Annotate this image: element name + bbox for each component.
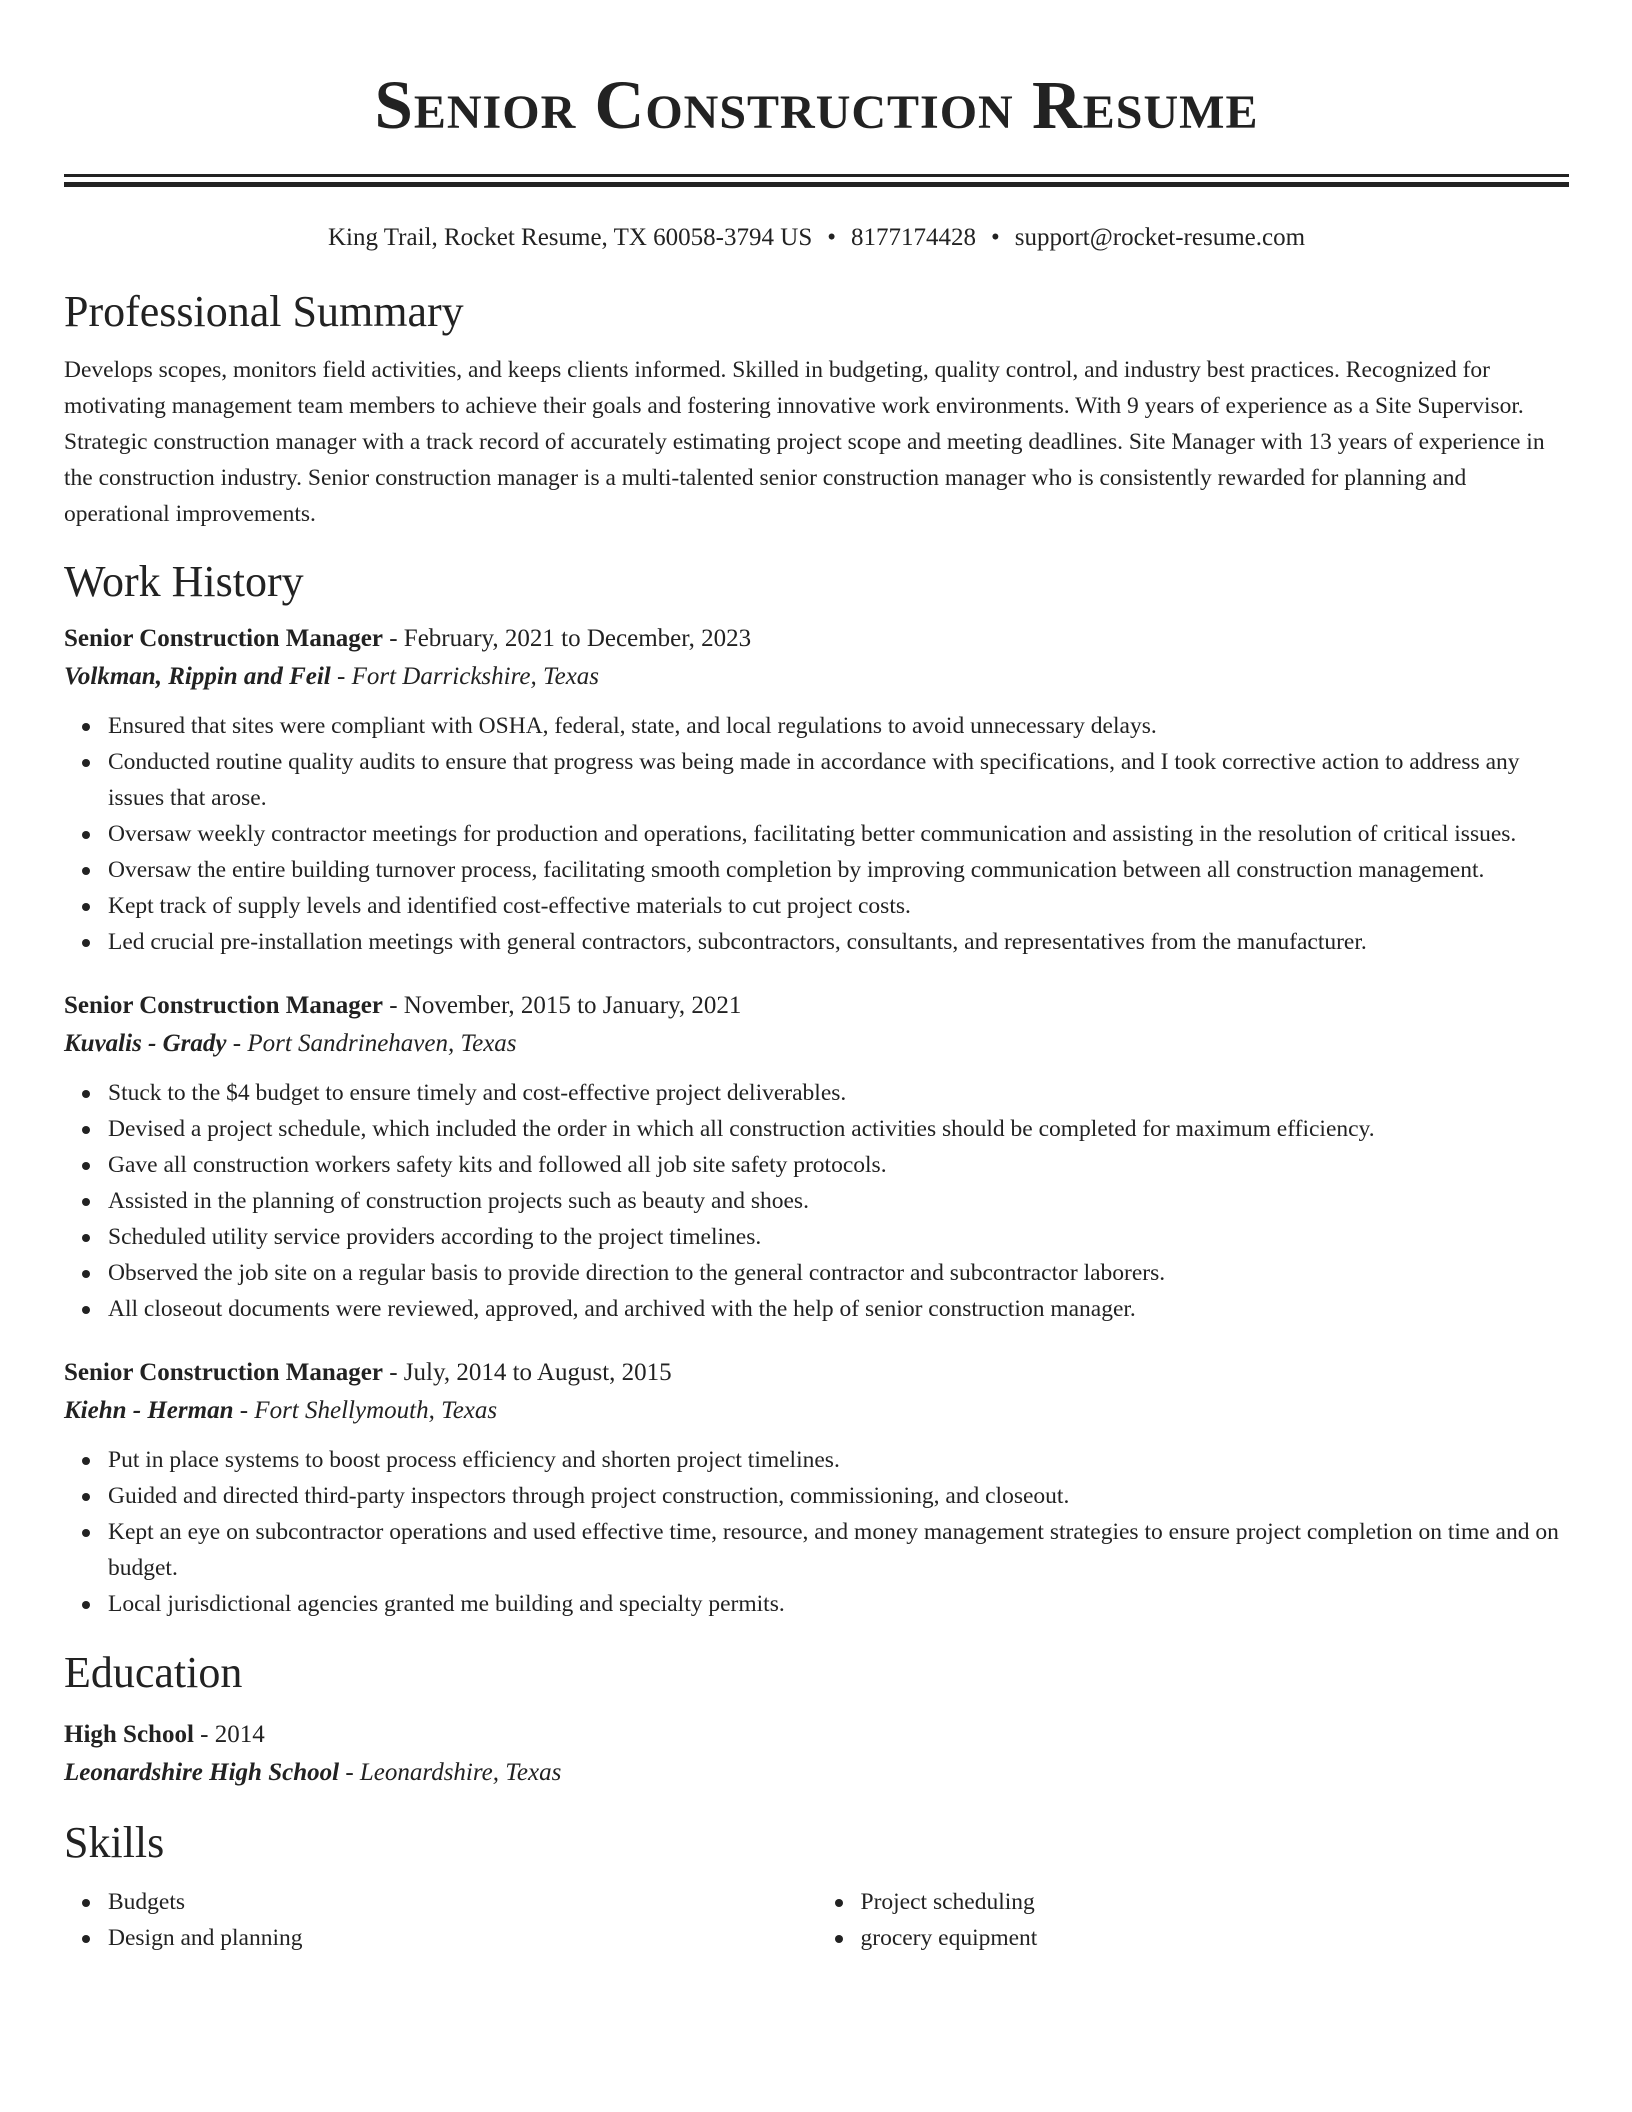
list-item: Observed the job site on a regular basis to provide direction to the general contractor and subcontractor laborers. — [108, 1255, 1569, 1291]
education-location: - Leonardshire, Texas — [339, 1759, 562, 1786]
job-entry — [64, 1354, 1569, 1622]
summary-heading: Professional Summary — [64, 287, 464, 336]
skills-left-column — [64, 1884, 817, 1956]
list-item: Oversaw weekly contractor meetings for production and operations, facilitating better communication and assisting in the resolution of critical issues. — [108, 816, 1569, 852]
education-heading: Education — [64, 1648, 243, 1697]
job-company: Volkman, Rippin and Feil — [64, 663, 331, 690]
list-item: Stuck to the $4 budget to ensure timely and cost-effective project deliverables. — [108, 1075, 1569, 1111]
list-item: All closeout documents were reviewed, approved, and archived with the help of senior construction manager. — [108, 1291, 1569, 1327]
skill-item: Project scheduling — [861, 1884, 1570, 1920]
skill-item: Design and planning — [108, 1920, 817, 1956]
job-dates: - November, 2015 to January, 2021 — [382, 992, 742, 1019]
skills-grid — [64, 1884, 1569, 1956]
job-entry — [64, 987, 1569, 1327]
job-location: - Fort Darrickshire, Texas — [330, 663, 600, 690]
list-item: Local jurisdictional agencies granted me building and specialty permits. — [108, 1586, 1569, 1622]
job-dates: - July, 2014 to August, 2015 — [382, 1359, 672, 1386]
job-title: Senior Construction Manager — [64, 625, 383, 652]
work-history-heading: Work History — [64, 557, 304, 606]
education-degree: High School — [64, 1721, 194, 1748]
contact-email: support@rocket-resume.com — [1014, 224, 1306, 251]
list-item: Put in place systems to boost process efficiency and shorten project timelines. — [108, 1442, 1569, 1478]
list-item: Guided and directed third-party inspectors through project construction, commissioning, and closeout. — [108, 1478, 1569, 1514]
job-dates: - February, 2021 to December, 2023 — [382, 625, 752, 652]
list-item: Conducted routine quality audits to ensure that progress was being made in accordance with specifications, and I took corrective action to address any issues that arose. — [108, 744, 1569, 816]
job-title-line — [64, 987, 1569, 1025]
resume-title: Senior Construction Resume — [374, 67, 1259, 143]
job-location: - Port Sandrinehaven, Texas — [226, 1030, 517, 1057]
list-item: Assisted in the planning of construction projects such as beauty and shoes. — [108, 1183, 1569, 1219]
job-location: - Fort Shellymouth, Texas — [233, 1397, 498, 1424]
job-company-line — [64, 1392, 1569, 1430]
contact-separator: • — [827, 224, 836, 251]
job-title-line — [64, 1354, 1569, 1392]
job-entry — [64, 620, 1569, 960]
education-degree-line — [64, 1716, 1569, 1754]
list-item: Led crucial pre-installation meetings with general contractors, subcontractors, consultants, and representatives from the manufacturer. — [108, 924, 1569, 960]
list-item: Kept an eye on subcontractor operations and used effective time, resource, and money management strategies to ensure project completion on time and on budget. — [108, 1514, 1569, 1586]
skills-right-column — [817, 1884, 1570, 1956]
job-bullets — [64, 1442, 1569, 1622]
education-entry — [64, 1716, 1569, 1792]
job-bullets — [64, 708, 1569, 960]
education-school: Leonardshire High School — [64, 1759, 340, 1786]
title-divider-thin — [64, 174, 1569, 177]
contact-line — [64, 221, 1569, 255]
job-title: Senior Construction Manager — [64, 1359, 383, 1386]
skill-item: grocery equipment — [861, 1920, 1570, 1956]
job-company: Kuvalis - Grady — [64, 1030, 227, 1057]
skill-item: Budgets — [108, 1884, 817, 1920]
contact-address: King Trail, Rocket Resume, TX 60058-3794 US — [327, 224, 813, 251]
list-item: Kept track of supply levels and identified cost-effective materials to cut project costs. — [108, 888, 1569, 924]
list-item: Gave all construction workers safety kits and followed all job site safety protocols. — [108, 1147, 1569, 1183]
list-item: Devised a project schedule, which included the order in which all construction activities should be completed for maximum efficiency. — [108, 1111, 1569, 1147]
list-item: Ensured that sites were compliant with OSHA, federal, state, and local regulations to avoid unnecessary delays. — [108, 708, 1569, 744]
list-item: Scheduled utility service providers according to the project timelines. — [108, 1219, 1569, 1255]
list-item: Oversaw the entire building turnover process, facilitating smooth completion by improving communication between all construction management. — [108, 852, 1569, 888]
education-year: - 2014 — [193, 1721, 265, 1748]
contact-phone: 8177174428 — [850, 224, 976, 251]
skills-heading: Skills — [64, 1818, 165, 1867]
job-title-line — [64, 620, 1569, 658]
job-title: Senior Construction Manager — [64, 992, 383, 1019]
contact-separator: • — [990, 224, 1000, 251]
job-bullets — [64, 1075, 1569, 1327]
education-school-line — [64, 1754, 1569, 1792]
job-company-line — [64, 658, 1569, 696]
summary-text: Develops scopes, monitors field activities, and keeps clients informed. Skilled in budgeting, quality control, and industry best practices. Recognized for motivating management team members to achieve their goals and fostering innovative work environments. With 9 years of experience as a Site Supervisor. Strategic construction manager with a track record of accurately estimating project scope and meeting deadlines. Site Manager with 13 years of experience in the construction industry. Senior construction manager is a multi-talented senior construction manager who is consistently rewarded for planning and operational improvements. — [64, 357, 1545, 527]
resume-page — [64, 56, 1569, 1956]
title-divider-thick — [64, 182, 1569, 187]
job-company: Kiehn - Herman — [64, 1397, 234, 1424]
job-company-line — [64, 1025, 1569, 1063]
